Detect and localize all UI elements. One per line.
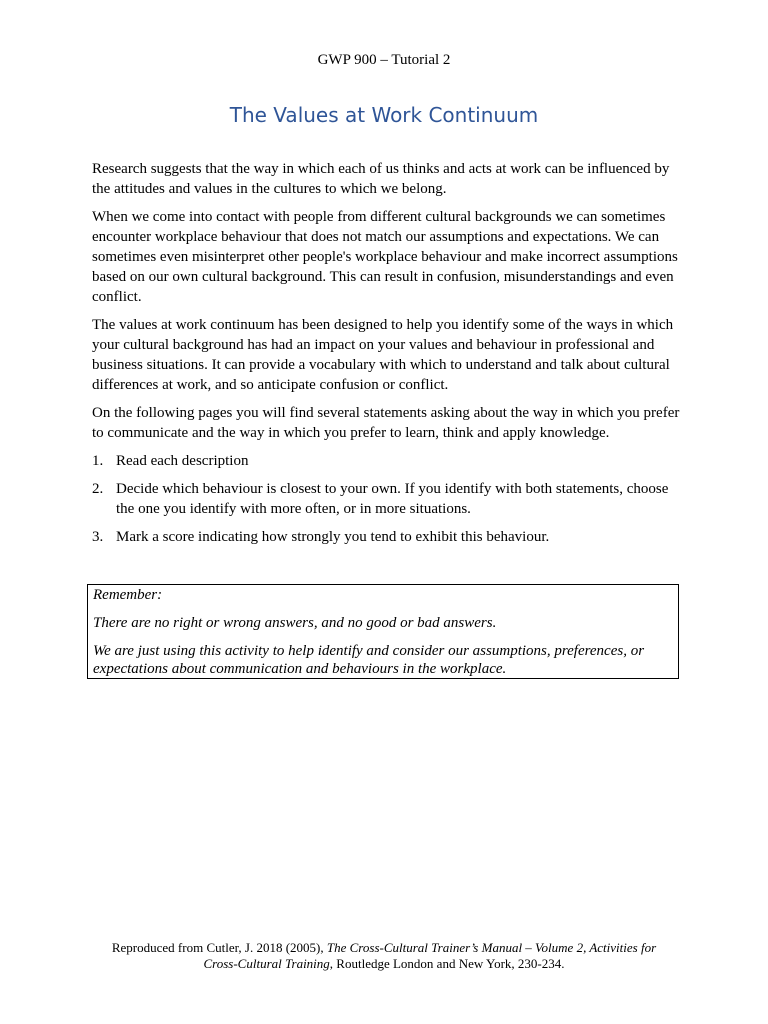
instruction-steps (92, 451, 682, 547)
step-text: Mark a score indicating how strongly you tend to exhibit this behaviour. (116, 529, 550, 545)
step-item (92, 479, 682, 519)
remember-line-purpose: We are just using this activity to help identify and consider our assumptions, preferences, or expectations about communication and behaviours in the workplace. (93, 643, 645, 677)
step-number: 3. (92, 529, 104, 545)
paragraph-following-pages: On the following pages you will find several statements asking about the way in which you prefer to communicate and the way in which you prefer to learn, think and apply knowledge. (92, 405, 680, 441)
citation-book-title: The Cross-Cultural Trainer’s Manual – Volume 2, Activities for Cross-Cultural Training (203, 940, 657, 971)
page-title: The Values at Work Continuum (229, 103, 539, 127)
remember-box (87, 584, 679, 679)
step-item (92, 451, 682, 471)
step-number: 1. (92, 453, 104, 469)
step-number: 2. (92, 481, 104, 497)
citation-footer (100, 940, 668, 972)
step-text: Decide which behaviour is closest to your own. If you identify with both statements, choose the one you identify with more often, or in more situations. (116, 481, 669, 517)
step-text: Read each description (116, 453, 249, 469)
remember-heading: Remember: (93, 587, 163, 603)
page-header: GWP 900 – Tutorial 2 (317, 52, 451, 68)
step-item (92, 527, 682, 547)
paragraph-intro: Research suggests that the way in which each of us thinks and acts at work can be influenced by the attitudes and values in the cultures to which we belong. (92, 161, 670, 197)
remember-line-no-right-wrong: There are no right or wrong answers, and no good or bad answers. (93, 615, 497, 631)
main-content (92, 159, 682, 555)
paragraph-contact: When we come into contact with people from different cultural backgrounds we can sometimes encounter workplace behaviour that does not match our assumptions and expectations. We can sometimes even misinterpret other people's workplace behaviour and make incorrect assumptions based on our own cultural background. This can result in confusion, misunderstandings and even conflict. (92, 209, 678, 305)
paragraph-continuum: The values at work continuum has been designed to help you identify some of the ways in which your cultural background has had an impact on your values and behaviour in professional and business situations. It can provide a vocabulary with which to understand and talk about cultural differences at work, and so anticipate confusion or conflict. (92, 317, 674, 393)
citation-prefix: Reproduced from Cutler, J. 2018 (2005), (111, 940, 327, 955)
citation-suffix: , Routledge London and New York, 230-234. (329, 956, 565, 971)
